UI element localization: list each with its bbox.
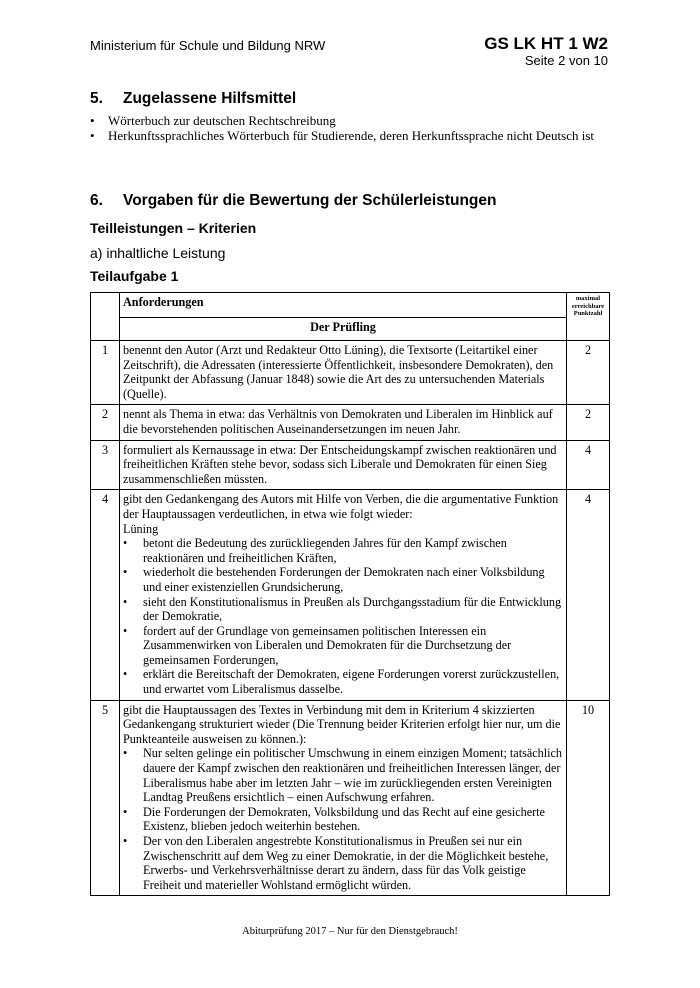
number-header-cell [91, 293, 120, 341]
aids-list-item: • Wörterbuch zur deutschen Rechtschreibung [90, 113, 610, 128]
criterion-cell [120, 700, 567, 896]
list-item: • Die Forderungen der Demokraten, Volksbildung und das Recht auf eine gesicherte Existenz, blieben jedoch weiterhin bestehen. [123, 805, 563, 834]
section-5-title: Zugelassene Hilfsmittel [123, 90, 297, 107]
list-item: • erklärt die Bereitschaft der Demokraten, eigene Forderungen vorerst zurückzustellen, und erwartet vom Liberalismus dasselbe. [123, 667, 563, 696]
requirements-header: Anforderungen [120, 293, 567, 318]
table-row [91, 440, 610, 490]
header-page-number: Seite 2 von 10 [524, 53, 608, 68]
section-5-heading [90, 90, 296, 108]
content-performance-label: a) inhaltliche Leistung [90, 245, 226, 261]
criterion-lead: Lüning [123, 521, 159, 536]
task-heading: Teilaufgabe 1 [90, 268, 179, 284]
section-6-number: 6. [90, 192, 103, 209]
table-row [91, 405, 610, 440]
table-header-row [91, 293, 610, 318]
table-row [91, 341, 610, 405]
header-ministry: Ministerium für Schule und Bildung NRW [90, 38, 326, 53]
section-5-number: 5. [90, 90, 103, 107]
criterion-number: 2 [91, 405, 120, 440]
section-6-heading [90, 192, 497, 210]
criterion-bullet-list [123, 746, 563, 892]
table-row [91, 700, 610, 896]
list-item: • sieht den Konstitutionalismus in Preußen als Durchgangsstadium für die Entwicklung der Demokratie, [123, 595, 563, 624]
criterion-points: 10 [567, 700, 610, 896]
list-item: • betont die Bedeutung des zurückliegenden Jahres für den Kampf zwischen reaktionären und freiheitlichen Kräften, [123, 536, 563, 565]
list-item: • Nur selten gelinge ein politischer Umschwung in einem einzigen Moment; tatsächlich dauere der Kampf zwischen den reaktionären und freiheitlichen Interessen länger, der Liberalismus habe aber im letzten Jahr – wie im zurückliegenden ersten Vereinigten Landtag Preußens ersichtlich – einen Aufschwung erfahren. [123, 746, 563, 804]
criterion-bullet-list [123, 536, 563, 697]
max-points-header: maximal erreichbare Punktzahl [567, 293, 610, 341]
list-item: • wiederholt die bestehenden Forderungen der Demokraten nach einer Volksbildung und einer existenziellen Grundsicherung, [123, 565, 563, 594]
criterion-text: benennt den Autor (Arzt und Redakteur Otto Lüning), die Textsorte (Leitartikel einer Zeitschrift), die Adressaten (interessierte Öffentlichkeit, insbesondere Demokraten), den Zeitpunkt der Abfassung (Januar 1848) sowie die Art des zu untersuchenden Materials (Quelle). [120, 341, 567, 405]
criterion-number: 1 [91, 341, 120, 405]
criterion-text: nennt als Thema in etwa: das Verhältnis von Demokraten und Liberalen im Hinblick auf die bevorstehenden politischen Auseinandersetzungen im neuen Jahr. [120, 405, 567, 440]
aids-list [90, 113, 610, 143]
criteria-subtitle: Teilleistungen – Kriterien [90, 220, 257, 236]
criterion-points: 4 [567, 490, 610, 700]
criterion-points: 2 [567, 405, 610, 440]
criterion-number: 3 [91, 440, 120, 490]
criterion-points: 4 [567, 440, 610, 490]
criterion-cell [120, 490, 567, 700]
criterion-text: gibt den Gedankengang des Autors mit Hilfe von Verben, die die argumentative Funktion der Hauptaussagen verdeutlichen, in etwa wie folgt wieder: [123, 492, 559, 521]
table-row [91, 490, 610, 700]
subject-header: Der Prüfling [120, 318, 567, 341]
aids-list-item: • Herkunftssprachliches Wörterbuch für Studierende, deren Herkunftssprache nicht Deutsch ist [90, 128, 610, 143]
list-item: • fordert auf der Grundlage von gemeinsamen politischen Interessen ein Zusammenwirken von Liberalen und Demokraten für die Durchsetzung der gemeinsamen Forderungen, [123, 624, 563, 668]
section-6-title: Vorgaben für die Bewertung der Schülerleistungen [123, 192, 497, 209]
criteria-table [90, 292, 610, 896]
criterion-text: formuliert als Kernaussage in etwa: Der Entscheidungskampf zwischen reaktionären und freiheitlichen Kräften stehe bevor, sodass sich Liberale und Demokraten für einen Sieg zusammenschließen müssten. [120, 440, 567, 490]
list-item: • Der von den Liberalen angestrebte Konstitutionalismus in Preußen sei nur ein Zwischenschritt auf dem Weg zu einer Demokratie, in der die Möglichkeit bestehe, Erwerbs- und Verkehrsverhältnisse derart zu ändern, dass für das Volk geistige Freiheit und materieller Wohlstand ermöglicht würden. [123, 834, 563, 892]
criterion-number: 5 [91, 700, 120, 896]
criterion-points: 2 [567, 341, 610, 405]
table-subheader-row [91, 318, 610, 341]
header-document-code: GS LK HT 1 W2 [484, 34, 608, 53]
footer-note: Abiturprüfung 2017 – Nur für den Dienstgebrauch! [242, 926, 458, 937]
criterion-number: 4 [91, 490, 120, 700]
criterion-text: gibt die Hauptaussagen des Textes in Verbindung mit dem in Kriterium 4 skizzierten Gedankengang strukturiert wieder (Die Trennung beider Kriterien erfolgt hier nur, um die Punkteanteile ausweisen zu können.): [123, 702, 561, 746]
